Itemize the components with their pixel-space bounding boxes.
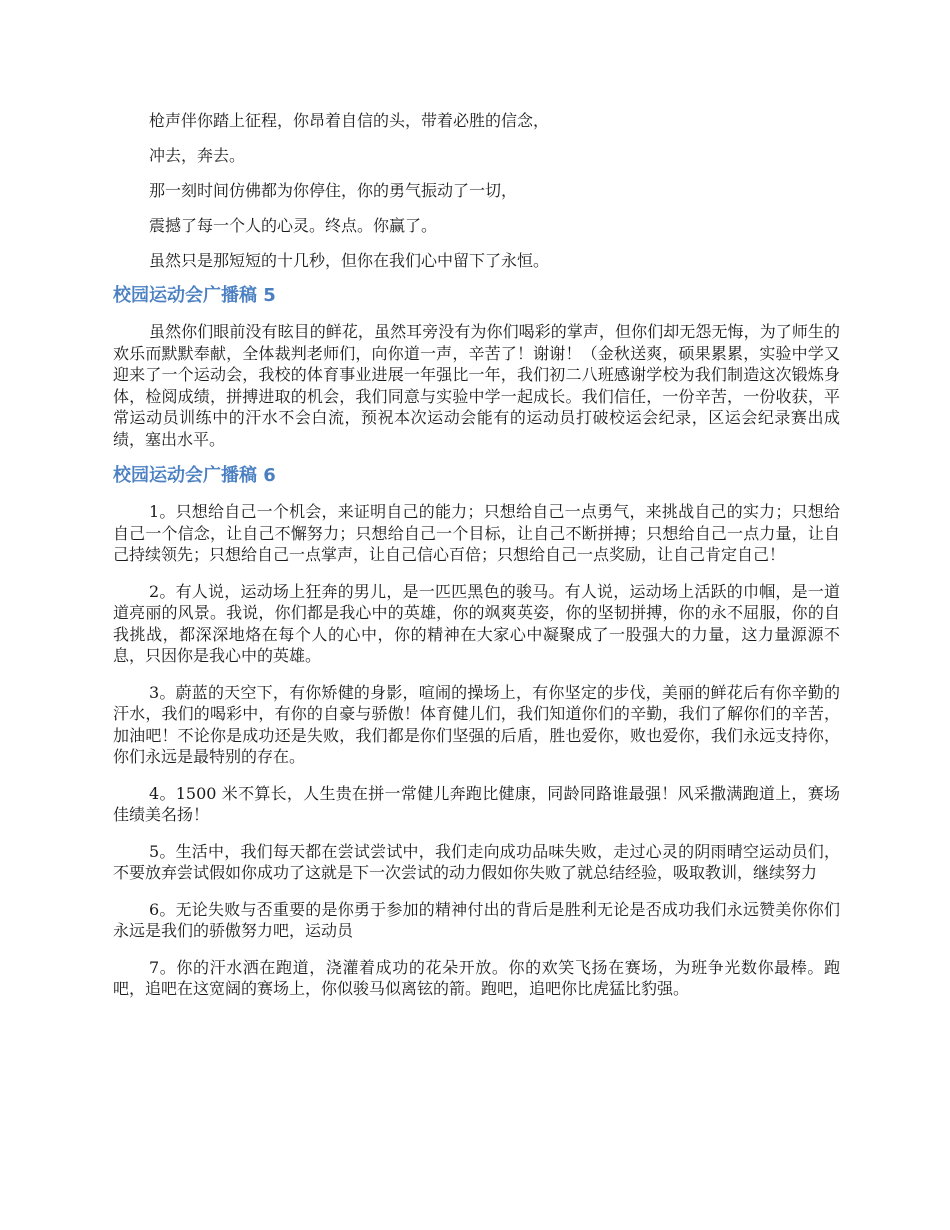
section-6-item-7: 7。你的汗水洒在跑道，浇灌着成功的花朵开放。你的欢笑飞扬在赛场，为班争光数你最棒。跑吧，追吧在这宽阔的赛场上，你似骏马似离铉的箭。跑吧，追吧你比虎猛比豹强。 bbox=[113, 957, 840, 998]
section-6-item-3: 3。蔚蓝的天空下，有你矫健的身影，喧闹的操场上，有你坚定的步伐，美丽的鲜花后有你辛勤的汗水，我们的喝彩中，有你的自豪与骄傲！体育健儿们，我们知道你们的辛勤，我们了解你们的辛苦，加油吧！不论你是成功还是失败，我们都是你们坚强的后盾，胜也爱你，败也爱你，我们永远支持你，你们永远是最特别的存在。 bbox=[113, 682, 840, 766]
intro-line: 枪声伴你踏上征程，你昂着自信的头，带着必胜的信念， bbox=[149, 111, 550, 130]
intro-line: 震撼了每一个人的心灵。终点。你赢了。 bbox=[149, 216, 438, 235]
section-6-heading: 校园运动会广播稿 6 bbox=[113, 465, 276, 486]
section-6-item-2: 2。有人说，运动场上狂奔的男儿，是一匹匹黑色的骏马。有人说，运动场上活跃的巾帼，是一道道亮丽的风景。我说，你们都是我心中的英雄，你的飒爽英姿，你的坚韧拼搏，你的永不屈服，你的自我挑战，都深深地烙在每个人的心中，你的精神在大家心中凝聚成了一股强大的力量，这力量源源不息，只因你是我心中的英雄。 bbox=[113, 581, 840, 665]
intro-line: 那一刻时间仿佛都为你停住，你的勇气振动了一切， bbox=[149, 181, 518, 200]
intro-line: 虽然只是那短短的十几秒，但你在我们心中留下了永恒。 bbox=[149, 251, 550, 270]
section-6-item-6: 6。无论失败与否重要的是你勇于参加的精神付出的背后是胜利无论是否成功我们永远赞美你你们永远是我们的骄傲努力吧，运动员 bbox=[113, 899, 840, 940]
section-5-paragraph: 虽然你们眼前没有眩目的鲜花，虽然耳旁没有为你们喝彩的掌声，但你们却无怨无悔，为了师生的欢乐而默默奉献，全体裁判老师们，向你道一声，辛苦了！谢谢！（金秋送爽，硕果累累，实验中学又迎来了一个运动会，我校的体育事业进展一年强比一年，我们初二八班感谢学校为我们制造这次锻炼身体，检阅成绩，拼搏进取的机会，我们同意与实验中学一起成长。我们信任，一份辛苦，一份收获，平常运动员训练中的汗水不会白流，预祝本次运动会能有的运动员打破校运会纪录，区运会纪录赛出成绩，塞出水平。 bbox=[113, 322, 840, 449]
section-6-item-1: 1。只想给自己一个机会，来证明自己的能力；只想给自己一点勇气，来挑战自己的实力；只想给自己一个信念，让自己不懈努力；只想给自己一个目标，让自己不断拼搏；只想给自己一点力量，让自己持续领先；只想给自己一点掌声，让自己信心百倍；只想给自己一点奖励，让自己肯定自己！ bbox=[113, 502, 840, 564]
section-6-item-5: 5。生活中，我们每天都在尝试尝试中，我们走向成功品味失败，走过心灵的阴雨晴空运动员们，不要放弃尝试假如你成功了这就是下一次尝试的动力假如你失败了就总结经验，吸取教训，继续努力 bbox=[113, 841, 840, 882]
section-6-item-4: 4。1500 米不算长，人生贵在拼一常健儿奔跑比健康，同龄同路谁最强！风采撒满跑道上，赛场佳绩美名扬！ bbox=[113, 783, 840, 824]
section-5-heading: 校园运动会广播稿 5 bbox=[113, 285, 276, 306]
document-body bbox=[113, 110, 840, 1000]
intro-line: 冲去，奔去。 bbox=[149, 146, 246, 165]
